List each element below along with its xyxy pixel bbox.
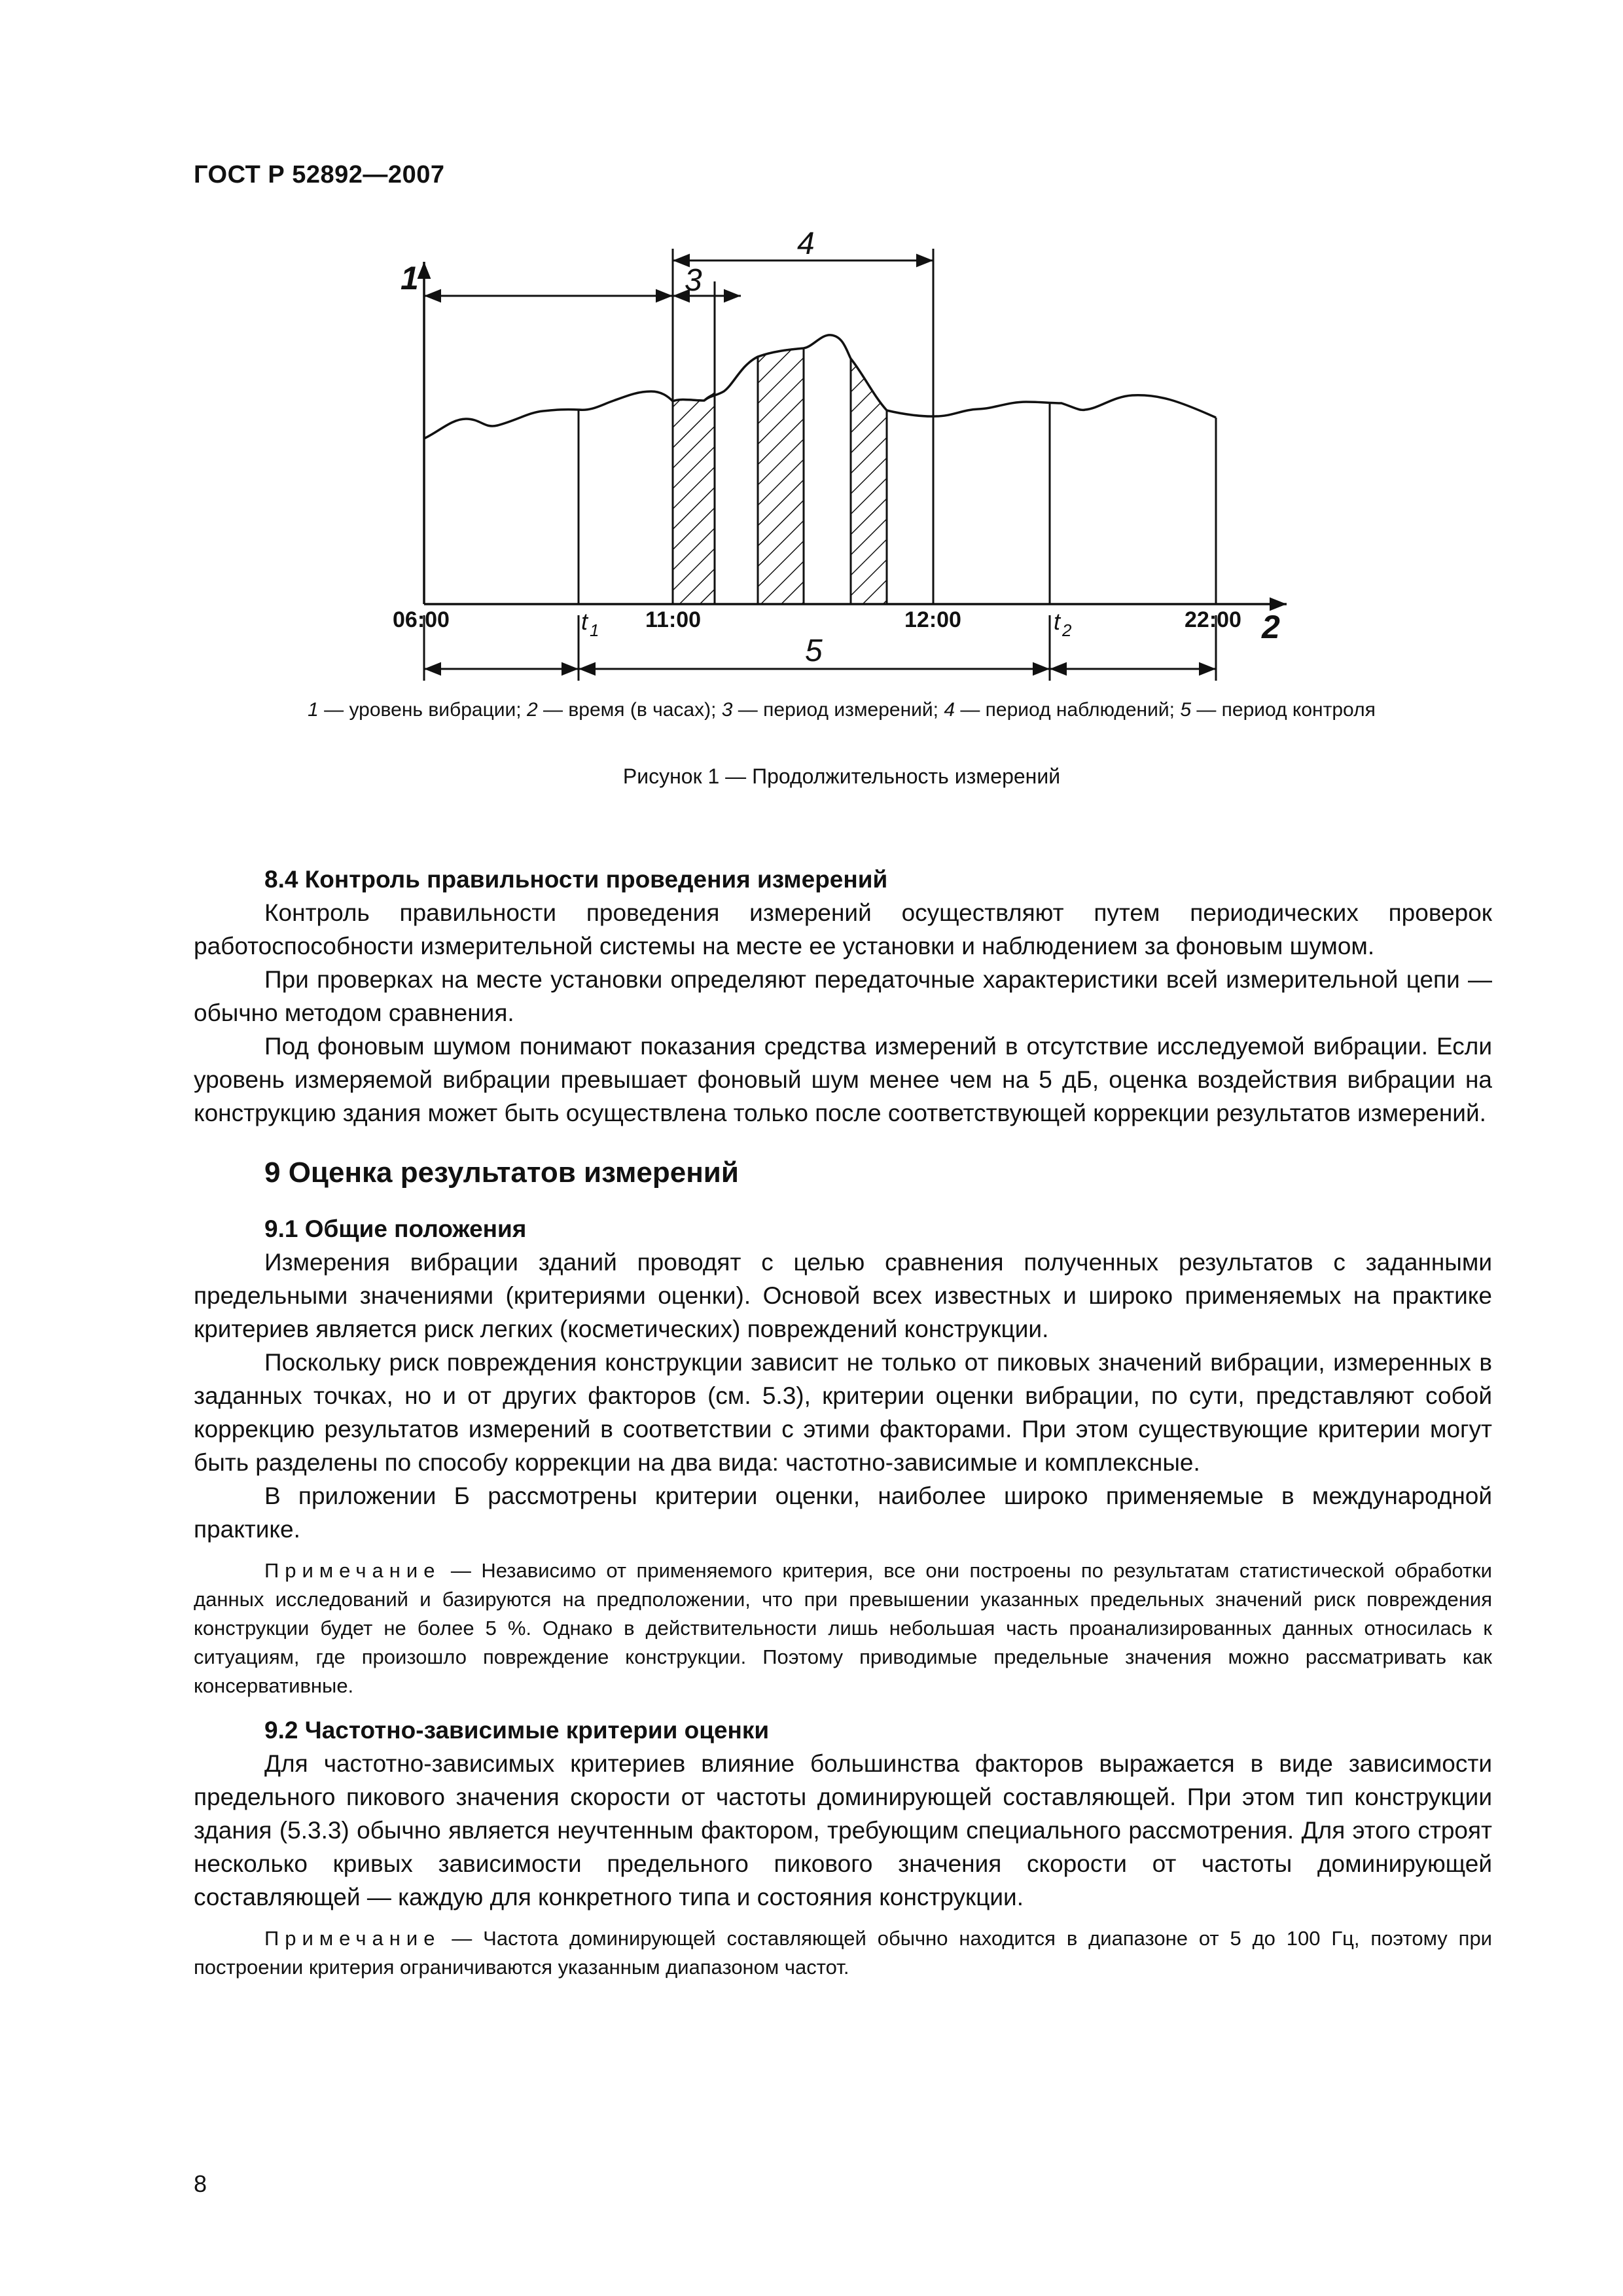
figure-caption: Рисунок 1 — Продолжительность измерений [622, 764, 1061, 788]
y-axis-label: 1 [401, 260, 419, 296]
section-9-1-paragraph-2: Поскольку риск повреждения конструкции зависит не только от пиковых значений вибрации, измеренных в заданных точках, но и от других факторов (см. 5.3), критерии оценки вибрации, по сути, представляют собой коррекцию результатов измерений в соответствии с этими факторами. При этом существующие критерии могут быть разделены по способу коррекции на два вида: частотно-зависимые и комплексные. [194, 1349, 1492, 1476]
legend-num-2: 2 [526, 699, 538, 721]
dim-label-4: 4 [797, 226, 815, 261]
tick-t2: t [1054, 608, 1061, 635]
note-1-label: Примечание [264, 1559, 441, 1582]
section-9-1-title: 9.1 Общие положения [264, 1215, 527, 1242]
section-9-2-paragraph-1: Для частотно-зависимых критериев влияние большинства факторов выражается в виде зависимости предельного пикового значения скорости от частоты доминирующей составляющей. При этом тип конструкции здания (5.3.3) обычно является неучтенным фактором, требующим специального рассмотрения. Для этого строят несколько кривых зависимости предельного пикового значения скорости от частоты доминирующей составляющей — каждую для конкретного типа и состояния конструкции. [194, 1750, 1492, 1910]
tick-1200: 12:00 [904, 607, 961, 632]
tick-t2-sub: 2 [1062, 620, 1072, 640]
document-body [194, 863, 1492, 1995]
legend-text-4: — период наблюдений; [955, 699, 1181, 721]
tick-t1: t [581, 608, 588, 635]
section-9-1-paragraph-1: Измерения вибрации зданий проводят с целью сравнения полученных результатов с заданными предельными значениями (критериями оценки). Основой всех известных и широко применяемых на практике критериев является риск легких (косметических) повреждений конструкции. [194, 1249, 1492, 1342]
measurement-block-2 [758, 348, 804, 604]
legend-text-3: — период измерений; [732, 699, 944, 721]
section-8-4-title: 8.4 Контроль правильности проведения измерений [264, 866, 888, 893]
tick-2200: 22:00 [1185, 607, 1241, 632]
legend-num-5: 5 [1180, 699, 1191, 721]
figure-diagram [0, 0, 1623, 733]
section-9-1-paragraph-3: В приложении Б рассмотрены критерии оценки, наиболее широко применяемые в международной практике. [194, 1482, 1492, 1543]
tick-1100: 11:00 [645, 607, 702, 632]
page-number: 8 [194, 2170, 207, 2197]
section-8-4-paragraph-2: При проверках на месте установки определяют передаточные характеристики всей измерительной цепи — обычно методом сравнения. [194, 966, 1492, 1026]
x-axis-label: 2 [1262, 609, 1280, 645]
legend-num-3: 3 [721, 699, 733, 721]
figure-measurement-duration [0, 0, 1623, 788]
section-9-title: 9 Оценка результатов измерений [264, 1157, 739, 1189]
tick-t1-sub: 1 [590, 620, 599, 640]
legend-text-5: — период контроля [1191, 699, 1376, 721]
note-1-text: — Независимо от применяемого критерия, все они построены по результатам статистической обработки данных исследований и базируются на предположении, что при превышении указанных предельных значений риск повреждения конструкции будет не более 5 %. Однако в действительности лишь небольшая часть проанализированных данных относилась к ситуациям, где произошло повреждение конструкции. Поэтому приводимые предельные значения можно рассматривать как консервативные. [194, 1559, 1492, 1697]
dim-label-3: 3 [685, 263, 702, 298]
document-header: ГОСТ Р 52892—2007 [194, 161, 445, 188]
note-2-label: Примечание [264, 1927, 441, 1950]
tick-0600: 06:00 [393, 607, 450, 632]
measurement-block-3 [851, 359, 887, 604]
vibration-level-curve [424, 335, 1216, 439]
figure-legend [194, 699, 1489, 721]
note-2-text: — Частота доминирующей составляющей обычно находится в диапазоне от 5 до 100 Гц, поэтому при построении критерия ограничиваются указанным диапазоном частот. [194, 1927, 1492, 1979]
section-8-4-paragraph-1: Контроль правильности проведения измерений осуществляют путем периодических проверок работоспособности измерительной системы на месте ее установки и наблюдением за фоновым шумом. [194, 899, 1492, 960]
section-8-4-paragraph-3: Под фоновым шумом понимают показания средства измерений в отсутствие исследуемой вибрации. Если уровень измеряемой вибрации превышает фоновый шум менее чем на 5 дБ, оценка воздействия вибрации на конструкцию здания может быть осуществлена только после соответствующей коррекции результатов измерений. [194, 1033, 1492, 1126]
section-9-2-title: 9.2 Частотно-зависимые критерии оценки [264, 1717, 770, 1744]
legend-text-2: — время (в часах); [537, 699, 722, 721]
legend-num-4: 4 [944, 699, 955, 721]
dim-label-5: 5 [805, 634, 823, 668]
measurement-block-1 [673, 393, 715, 604]
legend-num-1: 1 [308, 699, 319, 721]
note-1 [194, 1556, 1492, 1700]
note-2 [194, 1924, 1492, 1982]
legend-text-1: — уровень вибрации; [318, 699, 527, 721]
